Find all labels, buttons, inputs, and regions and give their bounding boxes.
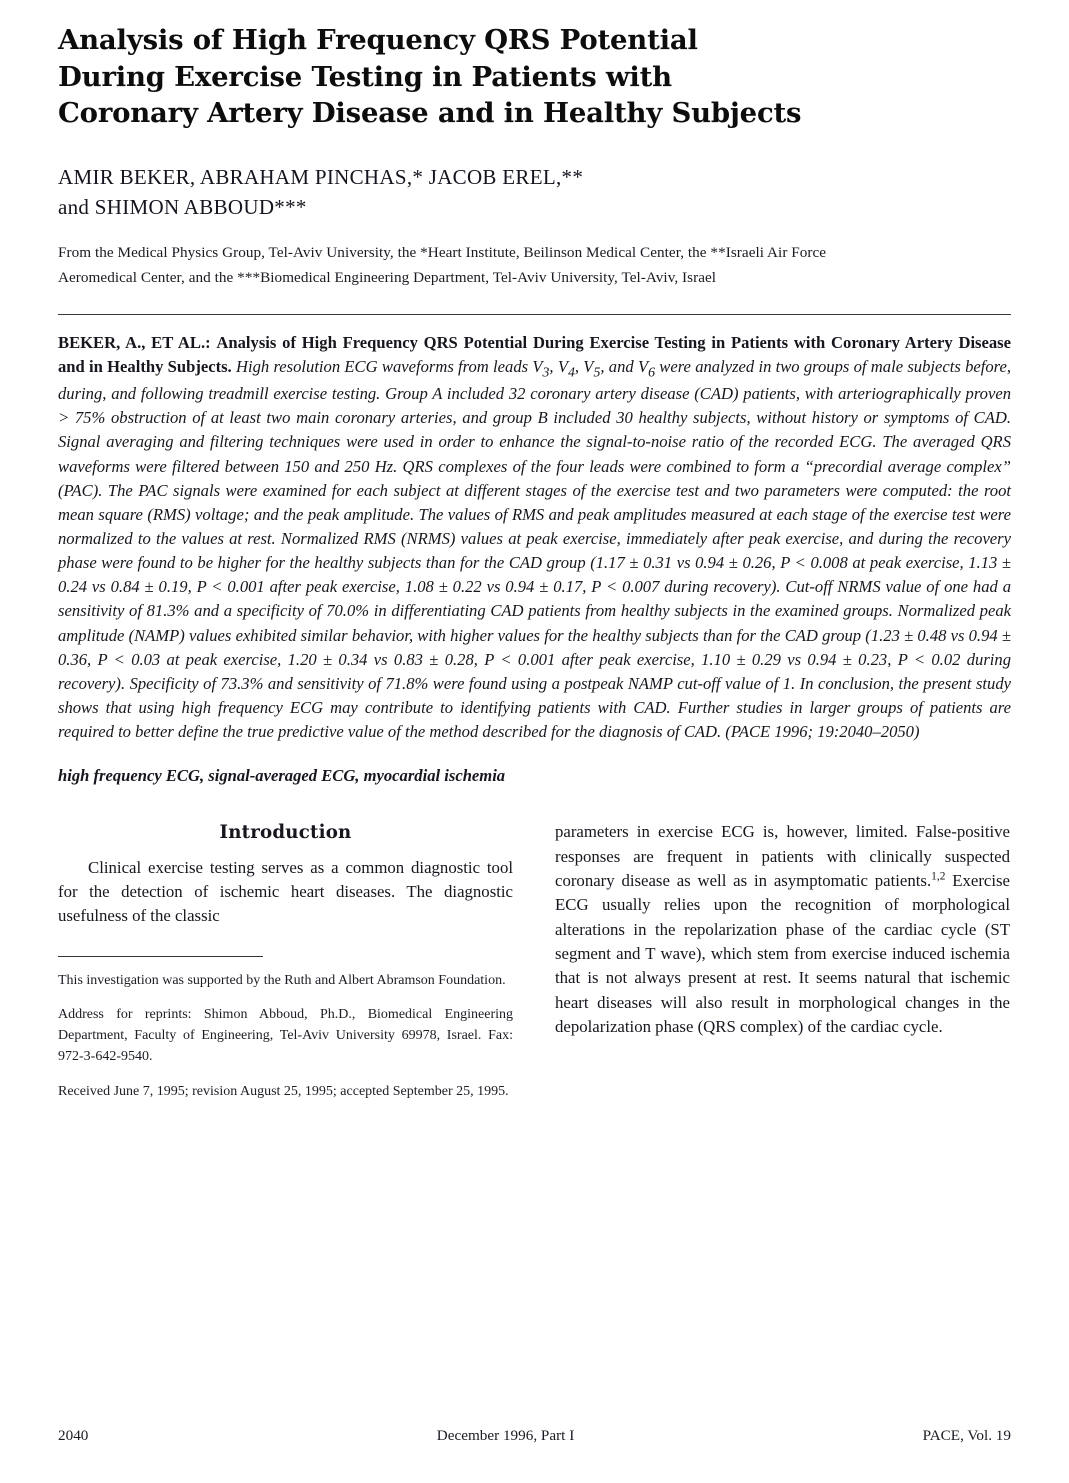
- footnote-received: Received June 7, 1995; revision August 25, 1995; accepted September 25, 1995.: [58, 1083, 509, 1099]
- left-column: [58, 820, 513, 1102]
- body-columns: [58, 820, 1011, 1102]
- author-list: [58, 163, 1011, 223]
- author-line-1: AMIR BEKER, ABRAHAM PINCHAS,* JACOB EREL,**: [58, 164, 584, 189]
- introduction-paragraph-1: Clinical exercise testing serves as a common diagnostic tool for the detection of ischemic heart diseases. The diagnostic usefulness of the classic: [58, 857, 513, 926]
- page-footer: [58, 1427, 1011, 1445]
- page-title: [58, 22, 1011, 132]
- title-line-1: Analysis of High Frequency QRS Potential: [58, 24, 698, 56]
- footer-page-number: 2040: [58, 1427, 89, 1444]
- right-column-paragraph-1: parameters in exercise ECG is, however, limited. False-positive responses are frequent in patients with clinically suspected coronary disease as well as in asymptomatic patients.$^{1,2}$ Exercise ECG usually relies upon the recognition of morphological alterations in the repolarization phase of the cardiac cycle (ST segment and T wave), which stem from exercise induced ischemia that is not always present at rest. It seems natural that ischemic heart diseases will also result in morphological changes in the depolarization phase (QRS complex) of the cardiac cycle.: [555, 822, 1010, 1036]
- footer-journal: PACE, Vol. 19: [922, 1427, 1011, 1444]
- keywords-line: high frequency ECG, signal-averaged ECG, myocardial ischemia: [58, 766, 506, 786]
- introduction-heading: Introduction: [219, 822, 352, 844]
- title-line-2: During Exercise Testing in Patients with: [58, 60, 672, 93]
- abstract-block: [58, 331, 1011, 745]
- title-line-3: Coronary Artery Disease and in Healthy Subjects: [58, 97, 802, 130]
- author-line-2: and SHIMON ABBOUD***: [58, 194, 307, 219]
- footnotes-block: [58, 970, 513, 1102]
- right-column: [555, 820, 1010, 1102]
- abstract-runhead-title: Analysis of High Frequency QRS Potential During Exercise Testing in Patients with Coronary Artery Disease and in Healthy Subjects.: [58, 332, 1011, 376]
- abstract-divider: [58, 314, 1011, 315]
- footer-issue: December 1996, Part I: [436, 1427, 575, 1444]
- footnote-divider: [58, 956, 263, 957]
- abstract-body: High resolution ECG waveforms from leads $V_3$, $V_4$, $V_5$, and $V_6$ were analyzed in two groups of male subjects before, during, and following treadmill exercise testing. Group A included 32 coronary artery disease (CAD) patients, with arteriographically proven > 75% obstruction of at least two main coronary arteries, and group B included 30 healthy subjects, without history or symptoms of CAD. Signal averaging and filtering techniques were used in order to enhance the signal-to-noise ratio of the recorded ECG. The averaged QRS waveforms were filtered between 150 and 250 Hz. QRS complexes of the four leads were combined to form a “precordial average complex” (PAC). The PAC signals were examined for each subject at different stages of the exercise test and two parameters were computed: the root mean square (RMS) voltage; and the peak amplitude. The values of RMS and peak amplitudes measured at each stage of the exercise test were normalized to the values at rest. Normalized RMS (NRMS) values at peak exercise, immediately after peak exercise, and during the recovery phase were found to be higher for the healthy subjects than for the CAD group (1.17 ± 0.31 vs 0.94 ± 0.26, P < 0.008 at peak exercise, 1.13 ± 0.24 vs 0.84 ± 0.19, P < 0.001 after peak exercise, 1.08 ± 0.22 vs 0.94 ± 0.17, P < 0.007 during recovery). Cut-off NRMS value of one had a sensitivity of 81.3% and a specificity of 70.0% in differentiating CAD patients from healthy subjects in the examined groups. Normalized peak amplitude (NAMP) values exhibited similar behavior, with higher values for the healthy subjects than for the CAD group (1.23 ± 0.48 vs 0.94 ± 0.36, P < 0.03 at peak exercise, 1.20 ± 0.34 vs 0.83 ± 0.28, P < 0.001 after peak exercise, 1.10 ± 0.29 vs 0.94 ± 0.23, P < 0.02 during recovery). Specificity of 73.3% and sensitivity of 71.8% were found using a postpeak NAMP cut-off value of 1. In conclusion, the present study shows that using high frequency ECG may contribute to identifying patients with CAD. Further studies in larger groups of patients are required to better define the true predictive value of the method described for the diagnosis of CAD. (PACE 1996; 19:2040–2050): [58, 356, 1011, 742]
- affiliation-text: From the Medical Physics Group, Tel-Aviv University, the *Heart Institute, Beilinson Medical Center, the **Israeli Air Force Aeromedical Center, and the ***Biomedical Engineering Department, Tel-Aviv University, Tel-Aviv, Israel: [58, 244, 827, 286]
- footnote-funding: This investigation was supported by the Ruth and Albert Abramson Foundation.: [58, 972, 506, 988]
- abstract-runhead-authors: BEKER, A., ET AL.:: [58, 332, 211, 352]
- footnote-reprints: Address for reprints: Shimon Abboud, Ph.D., Biomedical Engineering Department, Faculty of Engineering, Tel-Aviv University 69978, Israel. Fax: 972-3-642-9540.: [58, 1006, 513, 1065]
